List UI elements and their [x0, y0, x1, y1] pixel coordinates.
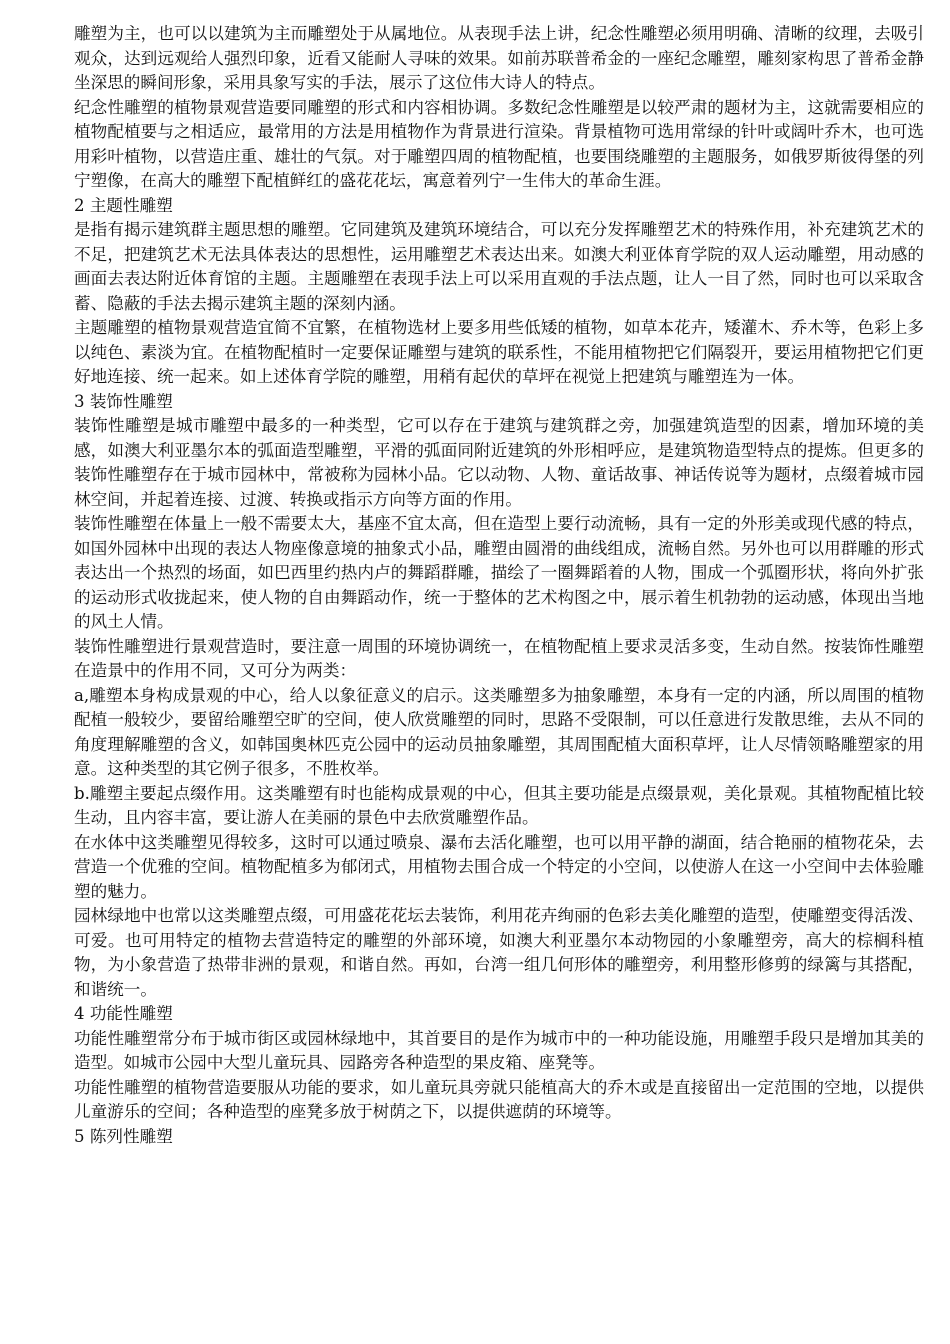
section-heading-decorative: 3 装饰性雕塑: [74, 391, 173, 411]
section-heading-thematic: 2 主题性雕塑: [74, 195, 173, 215]
paragraph-decorative-definition: 装饰性雕塑是城市雕塑中最多的一种类型，它可以存在于建筑与建筑群之旁，加强建筑造型的因素，增加环境的美感，如澳大利亚墨尔本的弧面造型雕塑，平滑的弧面同附近建筑的外形相呼应，是建筑物造型特点的提炼。但更多的装饰性雕塑存在于城市园林中，常被称为园林小品。它以动物、人物、童话故事、神话传说等为题材，点缀着城市园林空间，并起着连接、过渡、转换或指示方向等方面的作用。: [74, 416, 924, 509]
paragraph-memorial-planting: 纪念性雕塑的植物景观营造要同雕塑的形式和内容相协调。多数纪念性雕塑是以较严肃的题材为主，这就需要相应的植物配植要与之相适应，最常用的方法是用植物作为背景进行渲染。背景植物可选用常绿的针叶或阔叶乔木，也可选用彩叶植物，以营造庄重、雄壮的气氛。对于雕塑四周的植物配植，也要围绕雕塑的主题服务，如俄罗斯彼得堡的列宁塑像，在高大的雕塑下配植鲜红的盛花花坛，寓意着列宁一生伟大的革命生涯。: [74, 97, 924, 190]
paragraph-type-a: a,雕塑本身构成景观的中心，给人以象征意义的启示。这类雕塑多为抽象雕塑，本身有一定的内涵，所以周围的植物配植一般较少，要留给雕塑空旷的空间，使人欣赏雕塑的同时，思路不受限制，可以任意进行发散思维，去从不同的角度理解雕塑的含义，如韩国奥林匹克公园中的运动员抽象雕塑，其周围配植大面积草坪，让人尽情领略雕塑家的用意。这种类型的其它例子很多，不胜枚举。: [74, 685, 924, 778]
section-heading-functional: 4 功能性雕塑: [74, 1004, 173, 1023]
paragraph-water-sculpture: 在水体中这类雕塑见得较多，这时可以通过喷泉、瀑布去活化雕塑，也可以用平静的湖面，结合艳丽的植物花朵，去营造一个优雅的空间。植物配植多为郁闭式，用植物去围合成一个特定的小空间，以使游人在这一小空间中去体验雕塑的魅力。: [74, 832, 924, 901]
paragraph-decorative-landscape: 装饰性雕塑进行景观营造时，要注意一周围的环境协调统一，在植物配植上要求灵活多变，生动自然。按装饰性雕塑在造景中的作用不同，又可分为两类：: [74, 636, 924, 680]
paragraph-decorative-form: 装饰性雕塑在体量上一般不需要太大，基座不宜太高，但在造型上要行动流畅，具有一定的外形美或现代感的特点，如国外园林中出现的表达人物座像意境的抽象式小品，雕塑由圆滑的曲线组成，流畅自然。另外也可以用群雕的形式表达出一个热烈的场面，如巴西里约热内卢的舞蹈群雕，描绘了一圈舞蹈着的人物，围成一个弧圈形状，将向外扩张的运动形式收拢起来，使人物的自由舞蹈动作，统一于整体的艺术构图之中，展示着生机勃勃的运动感，体现出当地的风土人情。: [74, 514, 924, 631]
paragraph-garden-sculpture: 园林绿地中也常以这类雕塑点缀，可用盛花花坛去装饰，利用花卉绚丽的色彩去美化雕塑的造型，使雕塑变得活泼、可爱。也可用特定的植物去营造特定的雕塑的外部环境，如澳大利亚墨尔本动物园的小象雕塑旁，高大的棕榈科植物，为小象营造了热带非洲的景观，和谐自然。再如，台湾一组几何形体的雕塑旁，利用整形修剪的绿篱与其搭配，和谐统一。: [74, 906, 924, 999]
paragraph-thematic-planting: 主题雕塑的植物景观营造宜简不宜繁，在植物选材上要多用些低矮的植物，如草本花卉，矮灌木、乔木等，色彩上多以纯色、素淡为宜。在植物配植时一定要保证雕塑与建筑的联系性，不能用植物把它们隔裂开，要运用植物把它们更好地连接、统一起来。如上述体育学院的雕塑，用稍有起伏的草坪在视觉上把建筑与雕塑连为一体。: [74, 318, 924, 386]
paragraph-memorial-expression: 雕塑为主，也可以以建筑为主而雕塑处于从属地位。从表现手法上讲，纪念性雕塑必须用明确、清晰的纹理，去吸引观众，达到远观给人强烈印象，近看又能耐人寻味的效果。如前苏联普希金的一座纪念雕塑，雕刻家构思了普希金静坐深思的瞬间形象，采用具象写实的手法，展示了这位伟大诗人的特点。: [74, 24, 924, 92]
paragraph-functional-definition: 功能性雕塑常分布于城市街区或园林绿地中，其首要目的是作为城市中的一种功能设施，用雕塑手段只是增加其美的造型。如城市公园中大型儿童玩具、园路旁各种造型的果皮箱、座凳等。: [74, 1028, 924, 1072]
paragraph-functional-planting: 功能性雕塑的植物营造要服从功能的要求，如儿童玩具旁就只能植高大的乔木或是直接留出一定范围的空地，以提供儿童游乐的空间；各种造型的座凳多放于树荫之下，以提供遮荫的环境等。: [74, 1077, 924, 1121]
paragraph-thematic-definition: 是指有揭示建筑群主题思想的雕塑。它同建筑及建筑环境结合，可以充分发挥雕塑艺术的特殊作用，补充建筑艺术的不足，把建筑艺术无法具体表达的思想性，运用雕塑艺术表达出来。如澳大利亚体育学院的双人运动雕塑，用动感的画面去表达附近体育馆的主题。主题雕塑在表现手法上可以采用直观的手法点题，让人一目了然，同时也可以采取含蓄、隐蔽的手法去揭示建筑主题的深刻内涵。: [74, 220, 924, 313]
paragraph-type-b: b.雕塑主要起点缀作用。这类雕塑有时也能构成景观的中心，但其主要功能是点缀景观，美化景观。其植物配植比较生动，且内容丰富，要让游人在美丽的景色中去欣赏雕塑作品。: [74, 783, 924, 827]
document-page: [74, 22, 924, 1149]
section-heading-exhibition: 5 陈列性雕塑: [74, 1126, 173, 1146]
